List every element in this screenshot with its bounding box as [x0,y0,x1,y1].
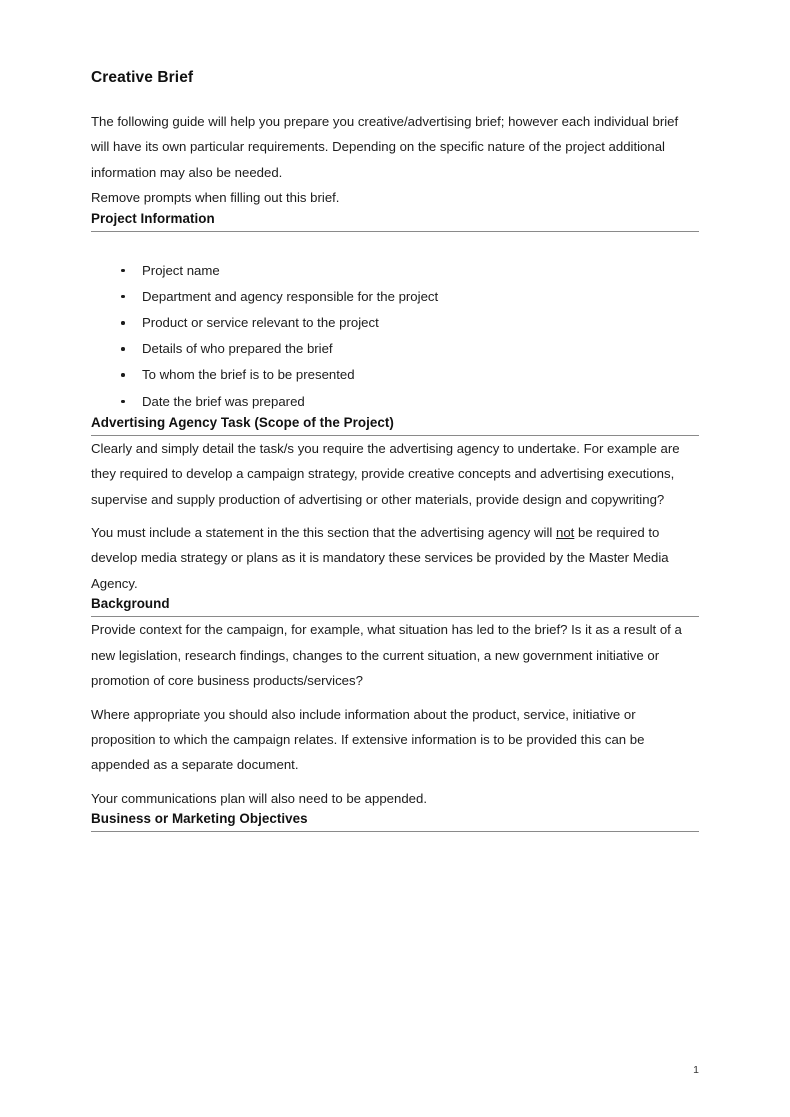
list-item [91,284,699,310]
document-content [91,0,699,832]
list-item-label: Department and agency responsible for the project [142,288,439,304]
bullet-icon [121,321,125,325]
project-information-list [91,258,699,415]
bullet-icon [121,269,125,273]
agency-task-paragraph-2 [91,520,699,596]
list-item-label: Details of who prepared the brief [142,341,333,357]
list-item [91,336,699,362]
background-paragraph-3: Your communications plan will also need to be appended. [91,790,428,806]
agency-task-paragraph-2-before: You must include a statement in the this section that the advertising agency will [91,525,556,541]
agency-task-paragraph-1: Clearly and simply detail the task/s you require the advertising agency to undertake. For example are they required to develop a campaign strategy, provide creative concepts and advertising executions, supervise and supply production of advertising or other materials, provide design and copywriting? [91,440,680,507]
list-item-label: Date the brief was prepared [142,393,305,409]
list-item [91,389,699,415]
section-heading-advertising-agency-task: Advertising Agency Task (Scope of the Project) [91,415,699,436]
intro-block [91,109,699,211]
bullet-icon [121,347,125,351]
list-item-label: Product or service relevant to the project [142,315,379,331]
background-paragraph-2: Where appropriate you should also include information about the product, service, initiative or proposition to which the campaign relates. If extensive information is to be provided this can be appended as a separate document. [91,706,645,773]
list-item-label: To whom the brief is to be presented [142,367,355,383]
section-heading-business-or-marketing-objectives: Business or Marketing Objectives [91,811,699,832]
intro-paragraph-1: The following guide will help you prepare you creative/advertising brief; however each individual brief will have its own particular requirements. Depending on the specific nature of the project additional information may also be needed. [91,114,679,180]
list-item [91,310,699,336]
agency-task-paragraph-2-after: be required to develop media strategy or plans as it is mandatory these services be provided by the Master Media Agency. [91,525,669,591]
emphasis-not: not [556,525,575,541]
list-item [91,258,699,284]
section-heading-background: Background [91,596,699,617]
background-paragraph-1: Provide context for the campaign, for example, what situation has led to the brief? Is it as a result of a new legislation, research findings, changes to the current situation, a new government initiative or promotion of core business products/services? [91,622,682,689]
bullet-icon [121,373,125,377]
bullet-icon [121,295,125,299]
bullet-icon [121,400,125,404]
list-item [91,362,699,388]
intro-paragraph-2: Remove prompts when filling out this brief. [91,190,340,206]
list-item-label: Project name [142,262,220,278]
section-heading-project-information: Project Information [91,211,699,232]
page-title: Creative Brief [91,69,194,86]
page-number: 1 [693,1064,699,1076]
